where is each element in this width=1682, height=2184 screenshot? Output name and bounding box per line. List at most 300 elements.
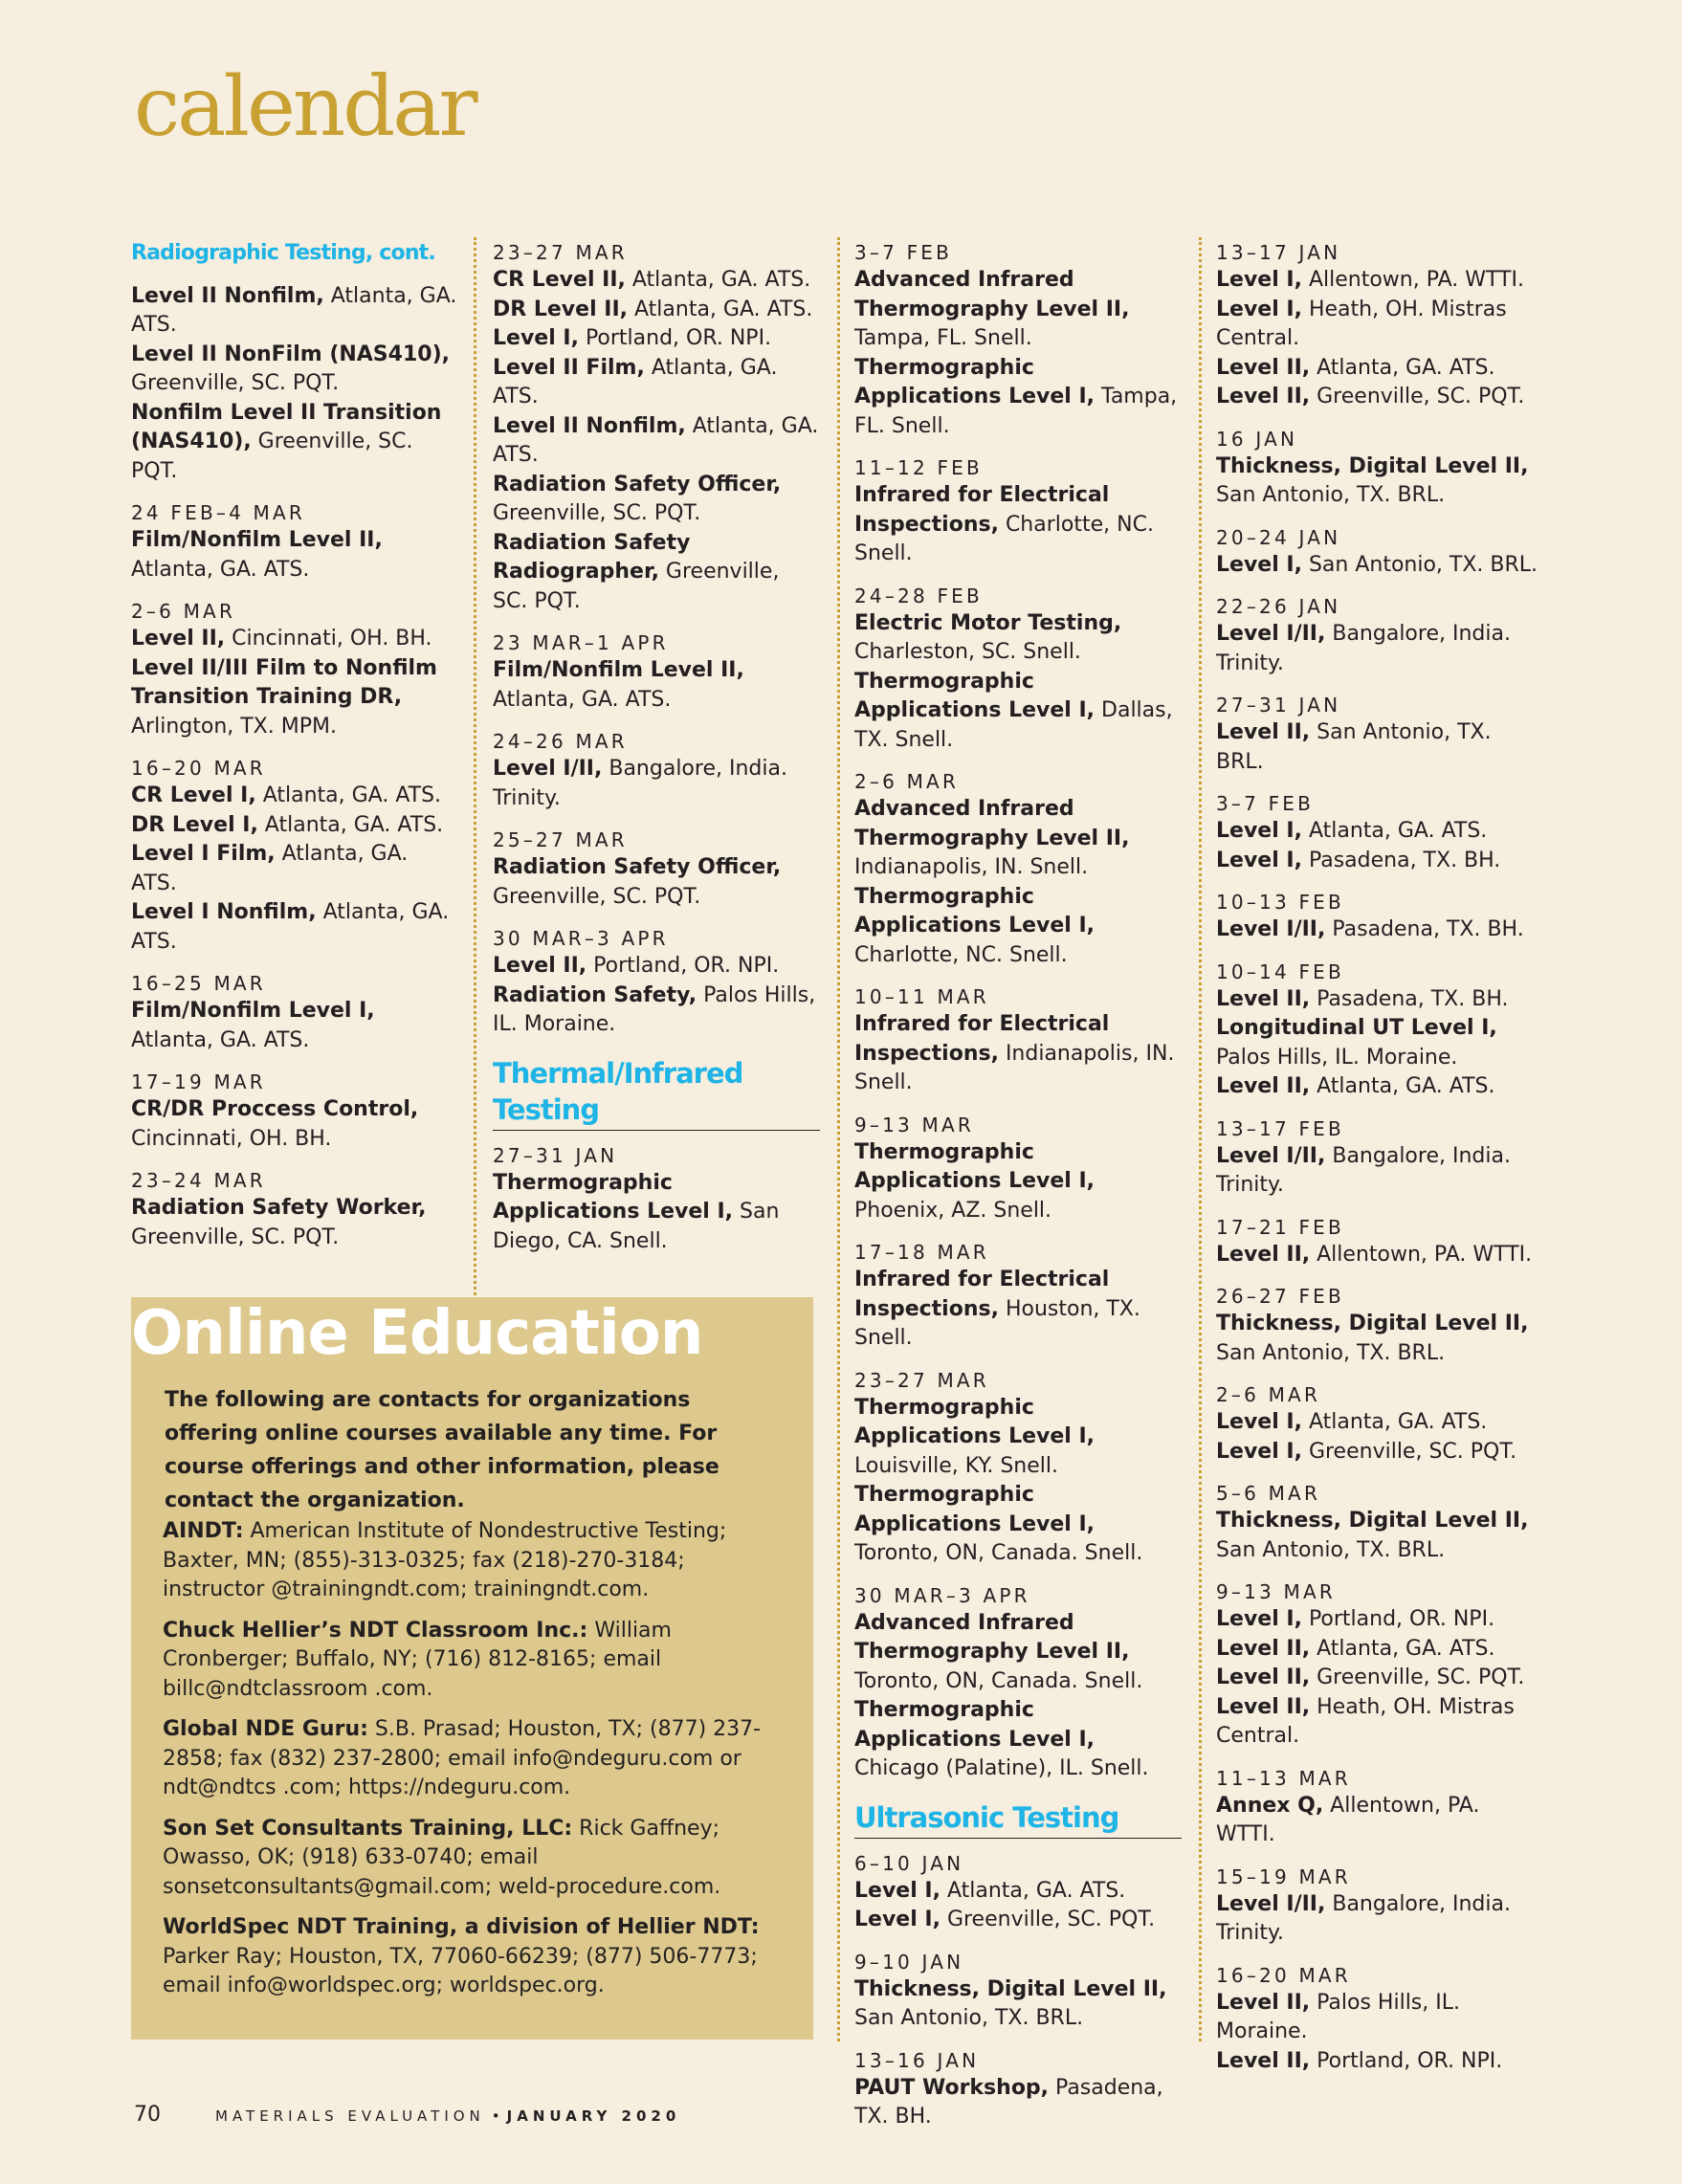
event-entry — [131, 341, 458, 399]
course-name: Level II, — [1216, 1666, 1311, 1689]
calendar-block — [1216, 1283, 1543, 1368]
course-name: Level II, — [1216, 986, 1311, 1011]
calendar-block — [1216, 524, 1543, 581]
course-location: Allentown, PA. WTTI. — [1301, 268, 1524, 292]
course-location: Greenville, SC. PQT. — [1310, 1666, 1525, 1689]
course-location: Arlington, TX. MPM. — [131, 714, 337, 739]
event-entry — [131, 997, 458, 1055]
course-location: San Antonio, TX. BRL. — [1216, 483, 1446, 507]
course-location: Louisville, KY. Snell. — [854, 1453, 1058, 1478]
calendar-block — [131, 282, 458, 487]
event-entry — [131, 282, 458, 341]
course-location: Atlanta, GA. ATS. — [1310, 1074, 1495, 1098]
calendar-column-4 — [1216, 239, 1543, 2089]
contact-entry — [163, 1715, 789, 1803]
event-entry — [854, 266, 1182, 354]
organization-details: S.B. Prasad; Houston, TX; (877) 237-2858; fax (832) 237-2800; email info@ndeguru.com or ndt@ndtcs .com; https://ndeguru.com. — [163, 1717, 762, 1799]
column-divider-3 — [1199, 237, 1202, 2041]
event-entry — [493, 952, 820, 982]
calendar-block — [1216, 593, 1543, 678]
event-date: 20–24 JAN — [1216, 525, 1341, 549]
event-entry — [854, 1906, 1182, 1935]
course-location: San Antonio, TX. BRL. — [854, 2006, 1084, 2030]
event-entry — [131, 840, 458, 898]
event-entry — [1216, 354, 1543, 384]
course-location: San Antonio, TX. BRL. — [1216, 720, 1492, 774]
event-date: 11–12 FEB — [854, 456, 983, 479]
event-date: 5–6 MAR — [1216, 1482, 1321, 1505]
event-entry — [854, 354, 1182, 442]
online-education-box — [131, 1297, 813, 2040]
course-location: Houston, TX. Snell. — [854, 1296, 1140, 1350]
event-entry — [493, 412, 820, 471]
event-entry — [131, 1095, 458, 1154]
event-date: 13–17 JAN — [1216, 241, 1341, 264]
calendar-block — [854, 1949, 1182, 2034]
course-location: Portland, OR. NPI. — [1310, 2048, 1503, 2073]
course-name: PAUT Workshop, — [854, 2075, 1050, 2100]
course-name: Level II, — [1216, 1990, 1311, 2015]
event-date: 9–13 MAR — [1216, 1580, 1336, 1603]
course-location: Atlanta, GA. ATS. — [255, 783, 442, 807]
event-date: 16–20 MAR — [131, 757, 266, 780]
calendar-block — [854, 583, 1182, 756]
course-location: Bangalore, India. Trinity. — [1216, 622, 1511, 675]
course-name: Level I/II, — [1216, 1143, 1326, 1168]
event-entry — [1216, 985, 1543, 1015]
event-date: 17–18 MAR — [854, 1241, 989, 1264]
course-location: Atlanta, GA. ATS. — [1310, 355, 1495, 380]
course-name: Film/Nonfilm Level II, — [131, 528, 383, 552]
online-education-contacts — [163, 1517, 789, 2013]
calendar-block — [1216, 1115, 1543, 1201]
event-date: 10–11 MAR — [854, 985, 989, 1008]
event-entry — [1216, 1989, 1543, 2047]
course-location: San Diego, CA. Snell. — [493, 1200, 780, 1253]
calendar-block — [854, 1239, 1182, 1354]
event-entry — [854, 795, 1182, 883]
event-entry — [1216, 1507, 1543, 1565]
course-name: Level I Film, — [131, 842, 276, 866]
course-name: Thermographic Applications Level I, — [854, 884, 1096, 938]
course-name: Level I, — [1216, 1410, 1302, 1434]
event-date: 27–31 JAN — [493, 1143, 618, 1167]
course-name: Level II, — [1216, 1074, 1311, 1098]
course-location: Atlanta, GA. ATS. — [628, 297, 813, 321]
course-name: Film/Nonfilm Level I, — [131, 999, 375, 1023]
course-location: Atlanta, GA. ATS. — [131, 283, 457, 337]
event-date: 24–26 MAR — [493, 730, 628, 753]
event-entry — [1216, 2047, 1543, 2077]
course-name: Level I, — [1216, 1607, 1302, 1631]
course-name: Thermographic Applications Level I, — [854, 1483, 1096, 1536]
course-location: Palos Hills, IL. Moraine. — [1216, 1045, 1458, 1070]
course-name: Thermographic Applications Level I, — [854, 1395, 1096, 1448]
event-entry — [493, 529, 820, 617]
calendar-block — [854, 1850, 1182, 1935]
event-entry — [1216, 1142, 1543, 1201]
course-location: Charlotte, NC. Snell. — [854, 942, 1068, 967]
course-location: Greenville, SC. PQT. — [1301, 1439, 1517, 1464]
event-date: 30 MAR–3 APR — [854, 1583, 1030, 1607]
event-entry — [493, 471, 820, 529]
calendar-block — [131, 1069, 458, 1154]
calendar-block — [493, 728, 820, 813]
course-location: Pasadena, TX. BH. — [1301, 848, 1501, 872]
calendar-block — [1216, 1962, 1543, 2077]
event-entry — [493, 755, 820, 813]
calendar-block — [493, 827, 820, 912]
course-location: Atlanta, GA. ATS. — [940, 1878, 1126, 1903]
event-entry — [854, 1394, 1182, 1482]
event-date: 25–27 MAR — [493, 828, 628, 851]
calendar-block — [854, 454, 1182, 569]
contact-entry — [163, 1617, 789, 1705]
organization-name: WorldSpec NDT Training, a division of Hellier NDT: — [163, 1915, 760, 1939]
course-name: Nonfilm Level II Transition (NAS410), — [131, 400, 442, 453]
event-entry — [854, 2074, 1182, 2132]
event-date: 2–6 MAR — [1216, 1383, 1321, 1406]
event-date: 11–13 MAR — [1216, 1766, 1351, 1790]
course-name: DR Level II, — [493, 297, 628, 321]
online-education-intro: The following are contacts for organizations offering online courses available any time. For course offerings and other information, please contact the organization. — [165, 1388, 719, 1512]
course-location: Atlanta, GA. ATS. — [625, 268, 811, 292]
course-location: Pasadena, TX. BH. — [1310, 986, 1509, 1011]
course-name: Level II, — [1216, 385, 1311, 408]
event-entry — [1216, 1792, 1543, 1850]
event-entry — [854, 1696, 1182, 1784]
course-name: Radiation Safety Radiographer, — [493, 530, 691, 584]
event-date: 15–19 MAR — [1216, 1864, 1351, 1888]
event-entry — [131, 399, 458, 487]
event-entry — [1216, 847, 1543, 876]
course-name: Thermographic Applications Level I, — [854, 1139, 1096, 1193]
event-entry — [493, 853, 820, 912]
course-name: Level II Nonfilm, — [131, 283, 324, 308]
event-entry — [131, 782, 458, 811]
event-date: 23 MAR–1 APR — [493, 631, 669, 654]
event-entry — [1216, 1072, 1543, 1102]
organization-name: Chuck Hellier’s NDT Classroom Inc.: — [163, 1618, 588, 1643]
contact-entry — [163, 1517, 789, 1605]
course-name: Longitudinal UT Level I, — [1216, 1016, 1497, 1040]
calendar-block — [1216, 889, 1543, 945]
course-name: Level I, — [1216, 297, 1302, 321]
calendar-block — [1216, 1480, 1543, 1565]
calendar-block — [1216, 1214, 1543, 1270]
course-location: Portland, OR. NPI. — [578, 326, 772, 350]
course-location: Atlanta, GA. ATS. — [493, 355, 778, 408]
event-entry — [493, 354, 820, 412]
course-name: DR Level I, — [131, 812, 258, 837]
column-divider-1 — [474, 237, 476, 1295]
event-date: 24–28 FEB — [854, 584, 983, 607]
event-date: 3–7 FEB — [854, 241, 953, 264]
organization-name: AINDT: — [163, 1519, 244, 1543]
event-date: 16–25 MAR — [131, 972, 266, 995]
course-name: Radiation Safety Officer, — [493, 472, 782, 496]
event-date: 6–10 JAN — [854, 1851, 964, 1875]
course-location: Portland, OR. NPI. — [1301, 1607, 1495, 1631]
organization-details: Parker Ray; Houston, TX, 77060-66239; (877) 506-7773; email info@worldspec.org; worldspec.org. — [163, 1944, 758, 1997]
event-entry — [493, 982, 820, 1040]
event-entry — [1216, 296, 1543, 354]
course-location: Cincinnati, OH. BH. — [225, 627, 432, 651]
course-location: San Antonio, TX. BRL. — [1301, 552, 1538, 577]
event-date: 23–27 MAR — [854, 1368, 989, 1392]
event-entry — [1216, 817, 1543, 847]
course-name: Level I, — [1216, 848, 1302, 872]
column-divider-2 — [837, 237, 840, 2041]
event-date: 9–13 MAR — [854, 1113, 974, 1136]
calendar-block — [493, 1142, 820, 1257]
course-location: Cincinnati, OH. BH. — [131, 1126, 332, 1151]
course-location: Greenville, SC. PQT. — [493, 501, 701, 525]
course-name: Level II, — [1216, 720, 1311, 744]
course-name: Level I/II, — [1216, 1891, 1326, 1916]
course-name: Level I Nonfilm, — [131, 900, 317, 924]
course-name: Thermographic Applications Level I, — [854, 355, 1096, 408]
course-name: Level I, — [854, 1878, 941, 1903]
event-entry — [131, 625, 458, 654]
event-entry — [1216, 1310, 1543, 1368]
event-entry — [131, 654, 458, 742]
course-location: Atlanta, GA. ATS. — [131, 842, 409, 895]
course-name: Advanced Infrared Thermography Level II, — [854, 1610, 1130, 1664]
course-location: Atlanta, GA. ATS. — [1301, 819, 1488, 843]
event-entry — [854, 1975, 1182, 2034]
calendar-block — [131, 1167, 458, 1252]
course-name: Thickness, Digital Level II, — [854, 1976, 1167, 2001]
organization-name: Son Set Consultants Training, LLC: — [163, 1816, 573, 1841]
calendar-block — [1216, 426, 1543, 511]
calendar-column-3 — [854, 239, 1182, 2146]
event-date: 3–7 FEB — [1216, 792, 1315, 815]
calendar-block — [854, 768, 1182, 970]
calendar-block — [493, 925, 820, 1040]
event-date: 2–6 MAR — [131, 600, 236, 623]
calendar-block — [854, 2047, 1182, 2132]
issue-date: JANUARY 2020 — [506, 2107, 681, 2125]
event-entry — [854, 481, 1182, 569]
event-entry — [1216, 1890, 1543, 1949]
calendar-block — [131, 598, 458, 741]
course-name: Level II, — [1216, 2048, 1311, 2073]
course-name: Film/Nonfilm Level II, — [493, 658, 744, 682]
event-date: 16 JAN — [1216, 427, 1298, 451]
course-location: Indianapolis, IN. Snell. — [854, 1041, 1175, 1094]
event-entry — [1216, 452, 1543, 511]
calendar-block — [1216, 239, 1543, 412]
course-name: Infrared for Electrical Inspections, — [854, 1268, 1110, 1321]
event-entry — [854, 1609, 1182, 1697]
course-name: Level II Nonfilm, — [493, 413, 686, 438]
calendar-block — [854, 1367, 1182, 1569]
event-date: 30 MAR–3 APR — [493, 927, 669, 950]
course-location: Allentown, PA. WTTI. — [1216, 1793, 1480, 1846]
course-location: Portland, OR. NPI. — [586, 954, 780, 978]
event-date: 23–27 MAR — [493, 241, 628, 264]
event-entry — [1216, 1635, 1543, 1665]
course-name: Level II, — [1216, 1242, 1311, 1267]
course-name: Level II Film, — [493, 355, 645, 380]
course-location: Palos Hills, IL. Moraine. — [493, 982, 816, 1036]
course-location: Atlanta, GA. ATS. — [493, 687, 672, 712]
contact-entry — [163, 1815, 789, 1903]
course-location: Toronto, ON, Canada. Snell. — [854, 1668, 1143, 1693]
calendar-block — [1216, 790, 1543, 875]
organization-name: Global NDE Guru: — [163, 1717, 368, 1741]
section-heading: Thermal/Infrared Testing — [493, 1055, 820, 1131]
event-date: 13–16 JAN — [854, 2048, 980, 2072]
course-location: Pasadena, TX. BH. — [854, 2075, 1163, 2129]
course-name: CR Level II, — [493, 268, 626, 292]
event-entry — [1216, 916, 1543, 945]
course-name: CR/DR Proccess Control, — [131, 1097, 419, 1121]
calendar-block — [131, 499, 458, 585]
calendar-block — [131, 970, 458, 1055]
course-location: Phoenix, AZ. Snell. — [854, 1198, 1052, 1223]
course-name: Level I/II, — [1216, 917, 1326, 941]
course-name: Electric Motor Testing, — [854, 610, 1122, 635]
event-date: 26–27 FEB — [1216, 1285, 1344, 1308]
calendar-block — [1216, 959, 1543, 1102]
course-location: Toronto, ON, Canada. Snell. — [854, 1541, 1143, 1565]
course-name: Advanced Infrared Thermography Level II, — [854, 797, 1130, 850]
organization-details: American Institute of Nondestructive Testing; Baxter, MN; (855)-313-0325; fax (218)-270-3184; instructor @trainingndt.com; trainingndt.com. — [163, 1519, 727, 1601]
course-location: Atlanta, GA. ATS. — [1301, 1410, 1488, 1434]
calendar-block — [493, 629, 820, 715]
course-location: Heath, OH. Mistras Central. — [1216, 1694, 1515, 1748]
section-heading: Ultrasonic Testing — [854, 1799, 1182, 1839]
event-entry — [131, 898, 458, 957]
course-name: Thickness, Digital Level II, — [1216, 453, 1529, 478]
course-name: Advanced Infrared Thermography Level II, — [854, 268, 1130, 321]
event-date: 9–10 JAN — [854, 1950, 964, 1974]
event-entry — [1216, 1438, 1543, 1467]
page-footer — [134, 2103, 680, 2127]
event-entry — [854, 1010, 1182, 1098]
footer-separator: • — [491, 2107, 500, 2125]
course-location: Greenville, SC. PQT. — [131, 1224, 340, 1249]
course-location: Chicago (Palatine), IL. Snell. — [854, 1756, 1149, 1780]
event-date: 10–14 FEB — [1216, 960, 1344, 983]
event-entry — [1216, 266, 1543, 296]
event-date: 17–19 MAR — [131, 1070, 266, 1093]
course-name: Level II, — [1216, 355, 1311, 380]
course-name: Annex Q, — [1216, 1793, 1324, 1818]
event-entry — [1216, 1693, 1543, 1752]
event-date: 17–21 FEB — [1216, 1215, 1344, 1239]
course-name: Level I, — [854, 1908, 941, 1931]
course-location: Atlanta, GA. ATS. — [131, 900, 450, 954]
course-location: Bangalore, India. Trinity. — [1216, 1143, 1511, 1197]
course-location: San Antonio, TX. BRL. — [1216, 1537, 1446, 1562]
course-location: Tampa, FL. Snell. — [854, 326, 1032, 350]
event-date: 10–13 FEB — [1216, 891, 1344, 914]
course-location: Allentown, PA. WTTI. — [1310, 1242, 1533, 1267]
event-date: 2–6 MAR — [854, 770, 960, 793]
event-entry — [1216, 1241, 1543, 1270]
page-number: 70 — [134, 2103, 161, 2127]
course-name: Level I, — [493, 326, 579, 350]
course-name: Level II NonFilm (NAS410), — [131, 342, 450, 366]
event-entry — [131, 526, 458, 585]
course-location: Greenville, SC. PQT. — [493, 884, 701, 909]
course-location: Charleston, SC. Snell. — [854, 640, 1081, 664]
course-name: Level I, — [1216, 268, 1302, 292]
course-location: Pasadena, TX. BH. — [1325, 917, 1524, 941]
event-date: 13–17 FEB — [1216, 1116, 1344, 1140]
event-entry — [854, 668, 1182, 756]
calendar-block — [854, 239, 1182, 441]
course-name: Level II, — [131, 627, 226, 651]
event-entry — [493, 296, 820, 325]
magazine-name: MATERIALS EVALUATION — [215, 2107, 485, 2125]
course-name: Radiation Safety Officer, — [493, 855, 782, 879]
course-name: Thickness, Digital Level II, — [1216, 1312, 1529, 1335]
organization-details: William Cronberger; Buffalo, NY; (716) 812-8165; email billc@ndtclassroom .com. — [163, 1618, 672, 1701]
page-title: calendar — [134, 59, 476, 155]
course-name: Thermographic Applications Level I, — [854, 1698, 1096, 1752]
event-entry — [1216, 718, 1543, 777]
event-entry — [131, 1194, 458, 1252]
course-location: Greenville, SC. PQT. — [1310, 385, 1525, 408]
event-entry — [131, 811, 458, 841]
course-location: Atlanta, GA. ATS. — [131, 1027, 310, 1052]
calendar-column-1 — [131, 239, 458, 1266]
calendar-block — [131, 755, 458, 957]
calendar-block — [1216, 1578, 1543, 1752]
course-name: Thermographic Applications Level I, — [493, 1170, 734, 1224]
course-location: Bangalore, India. Trinity. — [493, 757, 787, 810]
event-entry — [1216, 383, 1543, 412]
calendar-block — [854, 1112, 1182, 1226]
calendar-block — [1216, 1381, 1543, 1467]
course-location: Greenville, SC. PQT. — [493, 560, 780, 613]
event-entry — [1216, 1014, 1543, 1072]
contact-entry — [163, 1913, 789, 2001]
course-name: Level II/III Film to Nonfilm Transition Training DR, — [131, 655, 437, 709]
course-name: Level I, — [1216, 552, 1302, 577]
event-entry — [854, 1266, 1182, 1354]
course-name: Level I/II, — [1216, 622, 1326, 646]
course-location: Atlanta, GA. ATS. — [131, 557, 310, 582]
course-name: CR Level I, — [131, 783, 256, 807]
course-name: Infrared for Electrical Inspections, — [854, 1012, 1110, 1066]
course-location: Charlotte, NC. Snell. — [854, 512, 1154, 565]
event-date: 16–20 MAR — [1216, 1963, 1351, 1987]
event-entry — [1216, 1664, 1543, 1693]
section-continued-heading: Radiographic Testing, cont. — [131, 241, 435, 265]
course-location: Greenville, SC. PQT. — [940, 1908, 1156, 1931]
course-name: Level I, — [1216, 1439, 1302, 1464]
calendar-block — [1216, 692, 1543, 777]
course-location: Atlanta, GA. ATS. — [493, 413, 819, 467]
course-location: Tampa, FL. Snell. — [854, 385, 1178, 438]
course-location: Indianapolis, IN. Snell. — [854, 855, 1089, 879]
course-name: Level II, — [493, 954, 587, 978]
course-location: San Antonio, TX. BRL. — [1216, 1340, 1446, 1365]
event-entry — [854, 1877, 1182, 1907]
event-entry — [493, 266, 820, 296]
calendar-block — [854, 1582, 1182, 1784]
course-location: Atlanta, GA. ATS. — [1310, 1636, 1495, 1661]
event-date: 22–26 JAN — [1216, 595, 1341, 618]
calendar-block — [493, 239, 820, 616]
event-entry — [1216, 620, 1543, 678]
course-location: Bangalore, India. Trinity. — [1216, 1891, 1511, 1945]
